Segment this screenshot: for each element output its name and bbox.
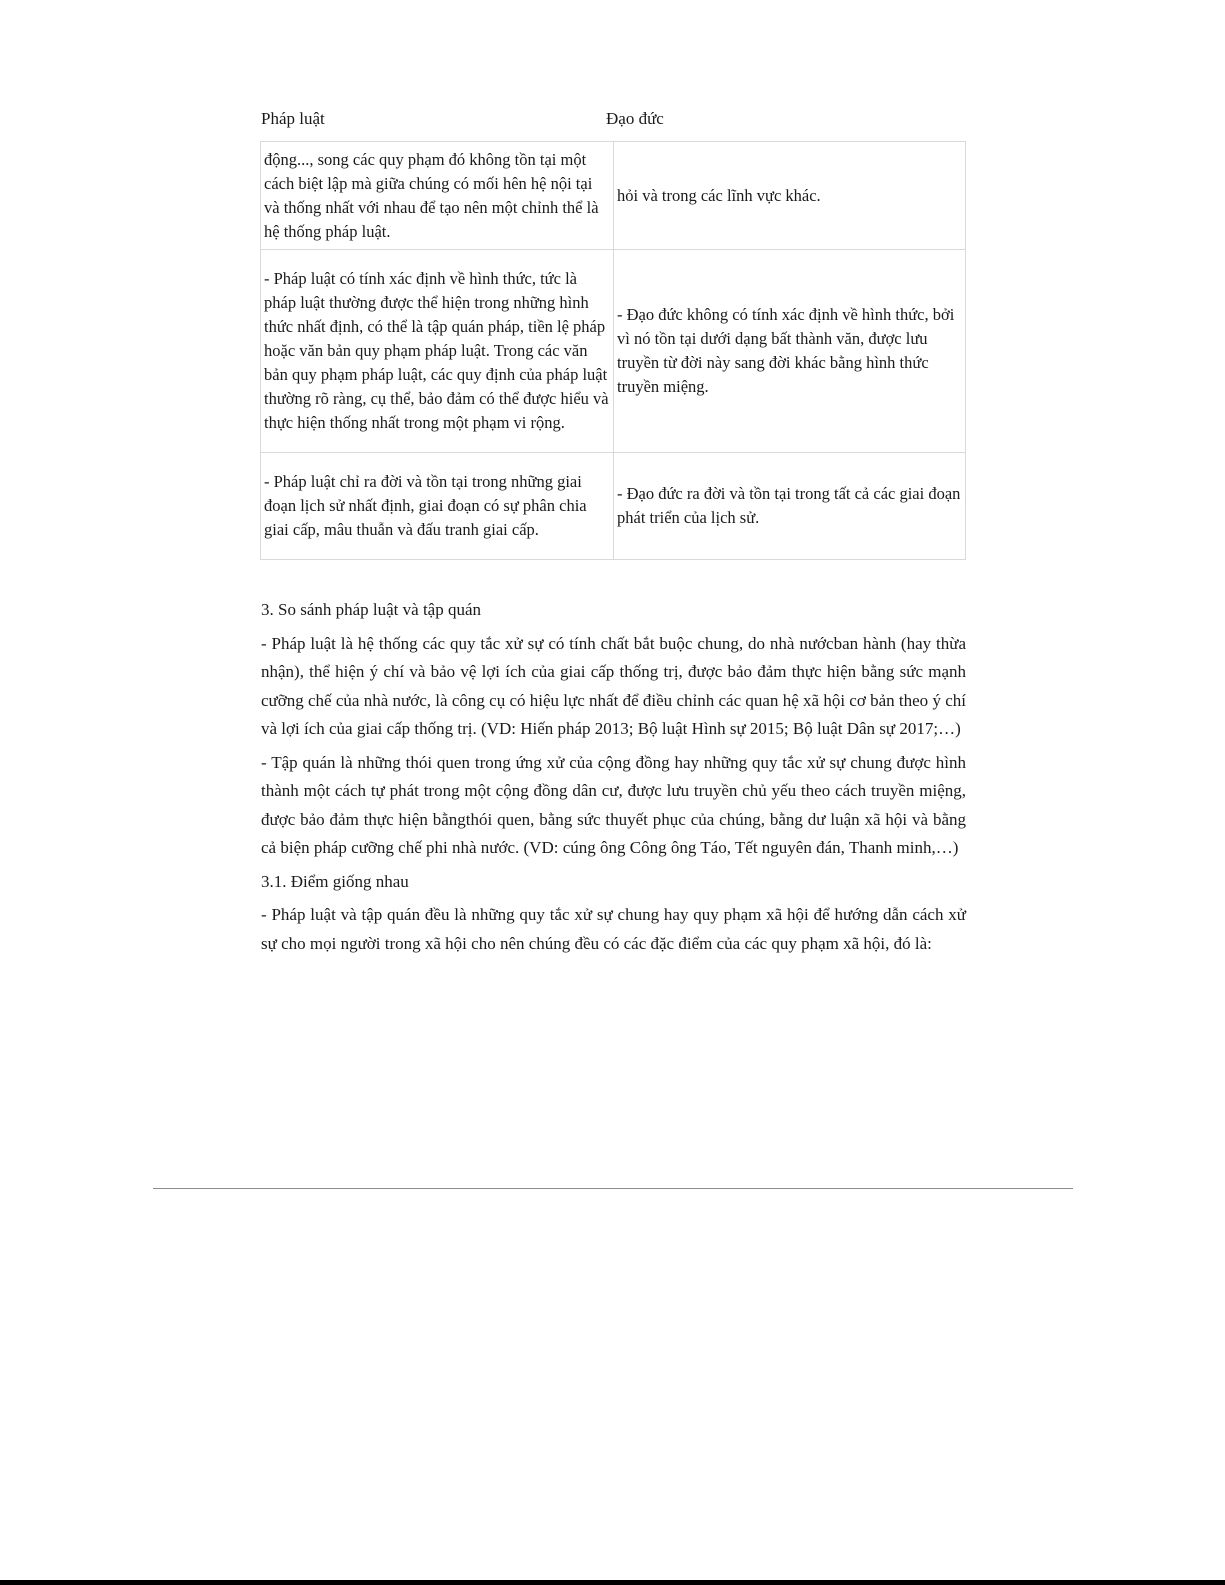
paragraph-phap-luat-definition: - Pháp luật là hệ thống các quy tắc xử sự có tính chất bắt buộc chung, do nhà nướcban hành (hay thừa nhận), thể hiện ý chí và bảo vệ lợi ích của giai cấp thống trị, được bảo đảm thực hiện bằng sức mạnh cưỡng chế của nhà nước, là công cụ có hiệu lực nhất để điều chỉnh các quan hệ xã hội cơ bản theo ý chí và lợi ích của giai cấp thống trị. (VD: Hiến pháp 2013; Bộ luật Hình sự 2015; Bộ luật Dân sự 2017;…) bbox=[261, 633, 966, 738]
comparison-table bbox=[260, 141, 966, 560]
table-row bbox=[261, 142, 966, 250]
section-heading: 3. So sánh pháp luật và tập quán bbox=[261, 600, 482, 619]
section-body bbox=[261, 596, 966, 963]
table-cell-phap-luat: - Pháp luật có tính xác định về hình thức, tức là pháp luật thường được thể hiện trong những hình thức nhất định, có thể là tập quán pháp, tiền lệ pháp hoặc văn bản quy phạm pháp luật. Trong các văn bản quy phạm pháp luật, các quy định của pháp luật thường rõ ràng, cụ thể, bảo đảm có thể được hiểu và thực hiện thống nhất trong một phạm vi rộng. bbox=[261, 250, 614, 453]
table-row bbox=[261, 250, 966, 453]
table-cell-dao-duc: - Đạo đức ra đời và tồn tại trong tất cả các giai đoạn phát triển của lịch sử. bbox=[614, 453, 966, 560]
subsection-heading: 3.1. Điểm giống nhau bbox=[261, 871, 409, 891]
paragraph-tap-quan-definition: - Tập quán là những thói quen trong ứng xử của cộng đồng hay những quy tắc xử sự chung được hình thành một cách tự phát trong một cộng đồng dân cư, được lưu truyền chủ yếu theo cách truyền miệng, được bảo đảm thực hiện bằngthói quen, bằng sức thuyết phục của chúng, bằng dư luận xã hội và bằng cả biện pháp cưỡng chế phi nhà nước. (VD: cúng ông Công ông Táo, Tết nguyên đán, Thanh minh,…) bbox=[261, 752, 966, 857]
table-row bbox=[261, 453, 966, 560]
table-cell-dao-duc: hỏi và trong các lĩnh vực khác. bbox=[614, 142, 966, 250]
bottom-edge-bar bbox=[0, 1580, 1225, 1585]
column-header-dao-duc: Đạo đức bbox=[606, 109, 664, 128]
page-divider bbox=[153, 1188, 1073, 1189]
table-cell-phap-luat: động..., song các quy phạm đó không tồn tại một cách biệt lập mà giữa chúng có mối hên hệ nội tại và thống nhất với nhau để tạo nên một chỉnh thể là hệ thống pháp luật. bbox=[261, 142, 614, 250]
table-cell-dao-duc: - Đạo đức không có tính xác định về hình thức, bởi vì nó tồn tại dưới dạng bất thành văn, được lưu truyền từ đời này sang đời khác bằng hình thức truyền miệng. bbox=[614, 250, 966, 453]
paragraph-similarities: - Pháp luật và tập quán đều là những quy tắc xử sự chung hay quy phạm xã hội để hướng dẫn cách xử sự cho mọi người trong xã hội cho nên chúng đều có các đặc điểm của các quy phạm xã hội, đó là: bbox=[261, 905, 966, 953]
table-cell-phap-luat: - Pháp luật chỉ ra đời và tồn tại trong những giai đoạn lịch sử nhất định, giai đoạn có sự phân chia giai cấp, mâu thuẫn và đấu tranh giai cấp. bbox=[261, 453, 614, 560]
column-header-phap-luat: Pháp luật bbox=[261, 109, 325, 128]
